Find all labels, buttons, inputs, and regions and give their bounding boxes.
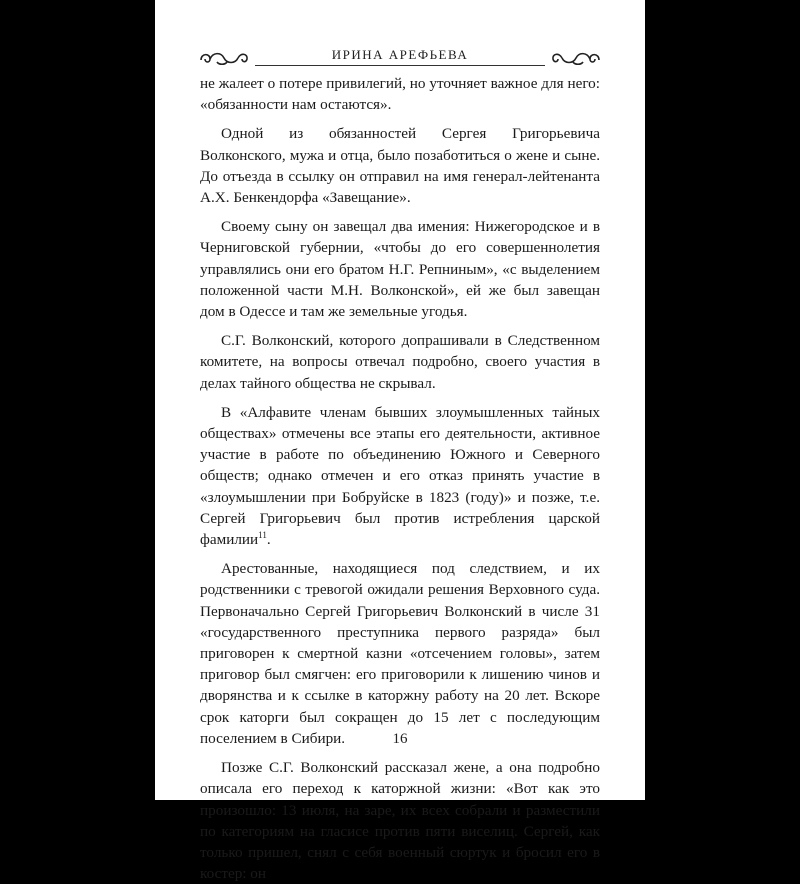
body-text: [200, 73, 600, 884]
book-page: [155, 0, 645, 883]
paragraph-with-footnote: [200, 402, 600, 550]
running-header: [197, 42, 603, 72]
paragraph-text: В «Алфавите членам бывших злоумышленных тайных обществах» отмечены все этапы его деятельности, активное участие в работе по объединению Южного и Северного обществ; однако отмечен и его отказ принять участие в «злоумышлении при Бобруйске в 1823 (году)» и позже, т.е. Сергей Григорьевич был против истребления царской фамилии: [200, 403, 600, 549]
page-number: 16: [392, 731, 408, 747]
paragraph: Арестованные, находящиеся под следствием, и их родственники с тревогой ожидали решения Верховного суда. Первоначально Сергей Григорьевич Волконский в числе 31 «государственного преступника первого разряда» был приговорен к смертной казни «отсечением головы», затем приговор был смягчен: его приговорили к лишению чинов и дворянства и к ссылке в каторжну работу на 20 лет. Вскоре срок каторги был сокращен до 15 лет с последующим поселением в Сибири.: [200, 560, 600, 747]
paragraph: С.Г. Волконский, которого допрашивали в Следственном комитете, на вопросы отвечал подробно, своего участия в делах тайного общества не скрывал.: [200, 332, 600, 392]
paragraph-end-punctuation: .: [266, 531, 271, 549]
header-rule: [255, 65, 545, 66]
footnote-reference[interactable]: 11: [258, 530, 267, 540]
scroll-ornament-right-icon: [549, 48, 603, 68]
paragraph: не жалеет о потере привилегий, но уточняет важное для него: «обязанности нам остаются».: [200, 75, 600, 114]
running-title: ИРИНА АРЕФЬЕВА: [331, 47, 469, 62]
paragraph: Своему сыну он завещал два имения: Нижегородское и в Черниговской губернии, «чтобы до его совершеннолетия управлялись они его братом Н.Г. Репниным», «с выделением положенной части М.Н. Волконской», ей же был завещан дом в Одессе и там же земельные угодья.: [200, 218, 600, 321]
paragraph: Одной из обязанностей Сергея Григорьевича Волконского, мужа и отца, было позаботиться о жене и сыне. До отъезда в ссылку он отправил на имя генерал-лейтенанта А.Х. Бенкендорфа «Завещание».: [200, 125, 600, 207]
paragraph: Позже С.Г. Волконский рассказал жене, а она подробно описала его переход к каторжной жизни: «Вот как это произошло: 13 июля, на заре, их всех собрали и разместили по категориям на гласисе против пяти виселиц. Сергей, как только пришел, снял с себя военный сюртук и бросил его в костер: он: [200, 759, 600, 883]
